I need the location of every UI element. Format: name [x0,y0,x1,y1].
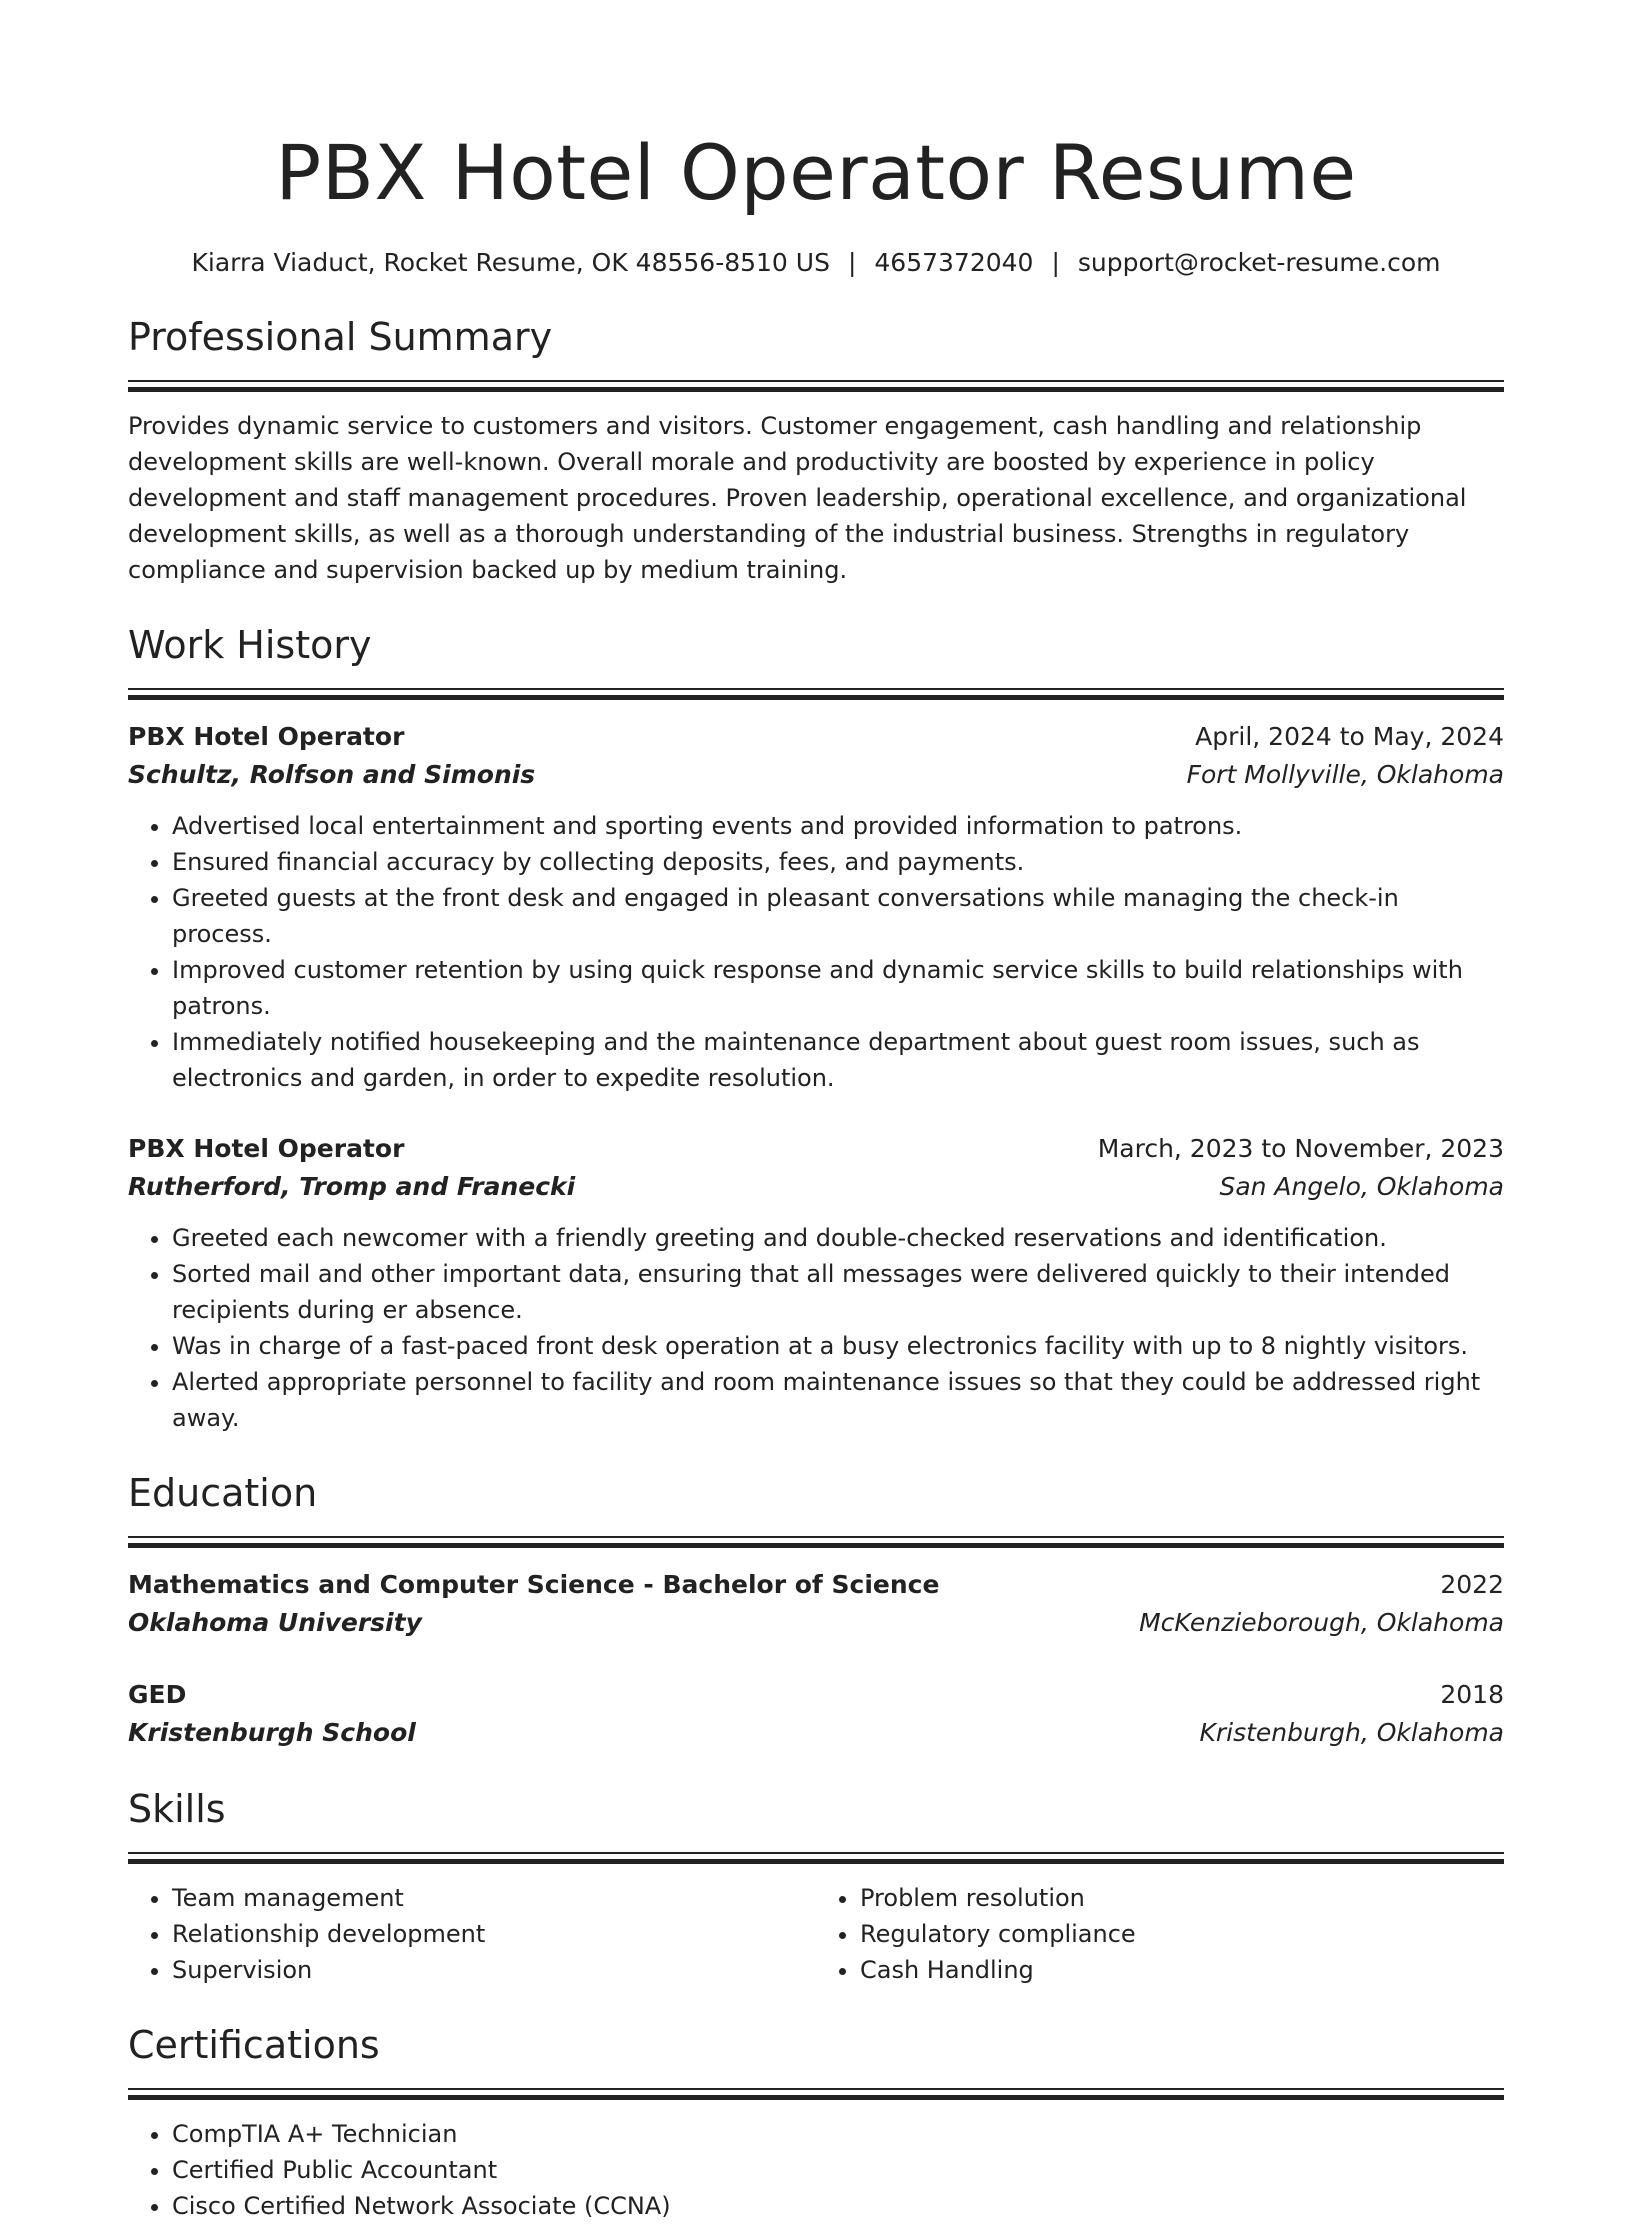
job-location: San Angelo, Oklahoma [1219,1172,1504,1201]
education-location: Kristenburgh, Oklahoma [1199,1718,1504,1747]
section-divider [128,380,1504,392]
skills-list [128,1880,816,1988]
certifications-section [128,2020,1504,2224]
education-school: Kristenburgh School [128,1718,416,1747]
job-company: Rutherford, Tromp and Franecki [128,1172,576,1201]
skills-column-right [816,1880,1504,1988]
education-heading: Education [128,1471,318,1515]
skills-grid [128,1880,1504,1988]
education-header-row [128,1566,1504,1604]
education-location: McKenzieborough, Oklahoma [1139,1608,1504,1637]
list-item: • Cisco Certified Network Associate (CCNA) [172,2188,1504,2224]
job-company-row [128,756,1504,794]
education-entry [128,1676,1504,1752]
job-bullets [128,1220,1504,1436]
list-item: • Greeted each newcomer with a friendly greeting and double-checked reservations and identification. [172,1220,1504,1256]
summary-section [128,312,1504,588]
job-title: PBX Hotel Operator [128,722,405,751]
resume-title: PBX Hotel Operator Resume [275,128,1357,217]
section-divider [128,2088,1504,2100]
contact-line [128,246,1504,280]
job-bullets [128,808,1504,1096]
education-year: 2018 [1440,1680,1504,1709]
education-degree: Mathematics and Computer Science - Bachelor of Science [128,1570,940,1599]
certifications-list [128,2116,1504,2224]
contact-separator: | [1051,248,1060,277]
job-entry [128,1130,1504,1436]
job-header-row [128,718,1504,756]
list-item: • Greeted guests at the front desk and engaged in pleasant conversations while managing the check-in process. [172,880,1504,952]
section-divider [128,688,1504,700]
list-item: • Was in charge of a fast-paced front desk operation at a busy electronics facility with up to 8 nightly visitors. [172,1328,1504,1364]
certifications-heading: Certifications [128,2023,380,2067]
education-school: Oklahoma University [128,1608,422,1637]
list-item: • CompTIA A+ Technician [172,2116,1504,2152]
list-item: • Supervision [172,1952,816,1988]
skills-section [128,1784,1504,1988]
skills-heading: Skills [128,1787,226,1831]
job-title: PBX Hotel Operator [128,1134,405,1163]
work-history-section [128,620,1504,1436]
job-dates: March, 2023 to November, 2023 [1097,1134,1504,1163]
list-item: • Improved customer retention by using quick response and dynamic service skills to build relationships with patrons. [172,952,1504,1024]
summary-heading: Professional Summary [128,315,553,359]
list-item: • Regulatory compliance [860,1916,1504,1952]
education-header-row [128,1676,1504,1714]
education-school-row [128,1604,1504,1642]
summary-text: Provides dynamic service to customers and visitors. Customer engagement, cash handling and relationship development skills are well-known. Overall morale and productivity are boosted by experience in policy development and staff management procedures. Proven leadership, operational excellence, and organizational development skills, as well as a thorough understanding of the industrial business. Strengths in regulatory compliance and supervision backed up by medium training. [128,412,1467,584]
job-entry [128,718,1504,1096]
education-entry [128,1566,1504,1642]
section-divider [128,1536,1504,1548]
list-item: • Team management [172,1880,816,1916]
education-section [128,1468,1504,1752]
contact-email: support@rocket-resume.com [1077,248,1441,277]
skills-list [816,1880,1504,1988]
list-item: • Advertised local entertainment and sporting events and provided information to patrons. [172,808,1504,844]
list-item: • Relationship development [172,1916,816,1952]
job-location: Fort Mollyville, Oklahoma [1186,760,1504,789]
job-company: Schultz, Rolfson and Simonis [128,760,536,789]
contact-address: Kiarra Viaduct, Rocket Resume, OK 48556-8510 US [191,248,830,277]
list-item: • Alerted appropriate personnel to facility and room maintenance issues so that they could be addressed right away. [172,1364,1504,1436]
job-dates: April, 2024 to May, 2024 [1195,722,1504,751]
skills-column-left [128,1880,816,1988]
list-item: • Ensured financial accuracy by collecting deposits, fees, and payments. [172,844,1504,880]
education-school-row [128,1714,1504,1752]
list-item: • Problem resolution [860,1880,1504,1916]
list-item: • Cash Handling [860,1952,1504,1988]
job-company-row [128,1168,1504,1206]
section-divider [128,1852,1504,1864]
contact-phone: 4657372040 [874,248,1034,277]
education-year: 2022 [1440,1570,1504,1599]
job-header-row [128,1130,1504,1168]
contact-separator: | [847,248,857,277]
education-degree: GED [128,1680,187,1709]
list-item: • Certified Public Accountant [172,2152,1504,2188]
list-item: • Sorted mail and other important data, ensuring that all messages were delivered quickly to their intended recipients during er absence. [172,1256,1504,1328]
list-item: • Immediately notified housekeeping and the maintenance department about guest room issues, such as electronics and garden, in order to expedite resolution. [172,1024,1504,1096]
work-history-heading: Work History [128,623,372,667]
